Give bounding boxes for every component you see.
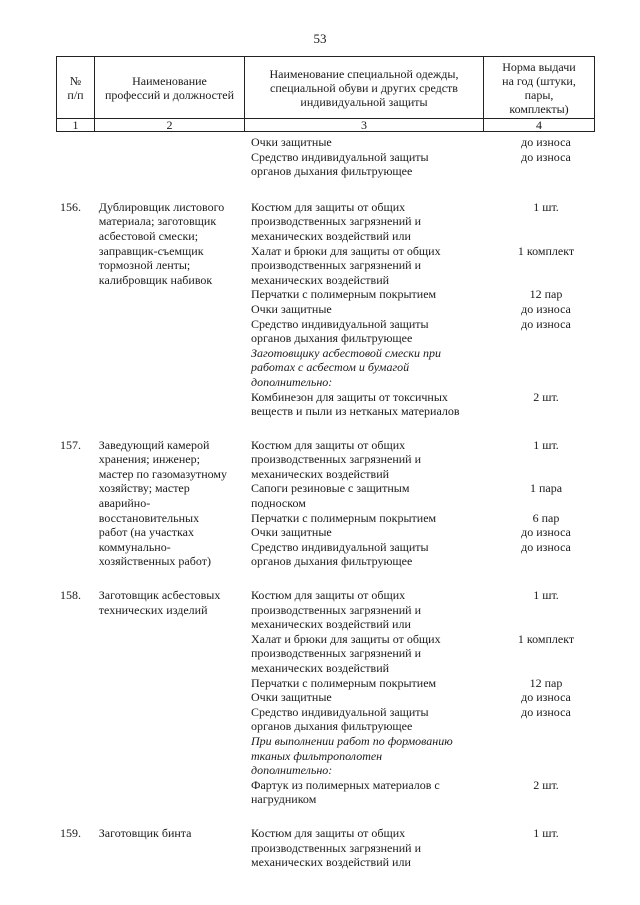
header-num-2: 2 bbox=[95, 119, 245, 132]
row-number: 159. bbox=[60, 825, 81, 840]
equipment-name-line: производственных загрязнений и bbox=[251, 602, 422, 617]
table-row bbox=[56, 826, 594, 870]
note-line: дополнительно: bbox=[251, 374, 333, 389]
profession-line: мастер по газомазутному bbox=[98, 466, 227, 481]
row-number: 158. bbox=[60, 588, 81, 603]
issue-norm: 1 пара bbox=[529, 481, 563, 496]
issue-norm: до износа bbox=[521, 316, 571, 331]
header-col-norm: Норма выдачи на год (штуки, пары, комплекты) bbox=[484, 57, 595, 119]
issue-norm: до износа bbox=[521, 539, 571, 554]
issue-norm: 6 пар bbox=[532, 510, 560, 525]
profession-line: хранения; инженер; bbox=[98, 452, 200, 467]
equipment-list bbox=[244, 826, 594, 870]
equipment-name-line: органов дыхания фильтрующее bbox=[251, 331, 413, 346]
note-line: При выполнении работ по формованию bbox=[251, 733, 453, 748]
equipment-name-line: веществ и пыли из нетканых материалов bbox=[251, 404, 460, 419]
equipment-item bbox=[244, 525, 594, 540]
issue-norm: до износа bbox=[521, 525, 571, 540]
equipment-name-line: Фартук из полимерных материалов с bbox=[251, 777, 440, 792]
equipment-name bbox=[244, 438, 498, 482]
equipment-list bbox=[244, 135, 594, 179]
profession-cell bbox=[98, 200, 244, 419]
equipment-name-line: Перчатки с полимерным покрытием bbox=[251, 287, 437, 302]
issue-norm: до износа bbox=[521, 301, 571, 316]
issue-norm: 12 пар bbox=[529, 675, 563, 690]
header-num-1: 1 bbox=[57, 119, 95, 132]
row-number: 156. bbox=[60, 199, 81, 214]
equipment-name-line: механических воздействий или bbox=[251, 855, 411, 870]
equipment-name bbox=[244, 287, 498, 302]
profession-cell bbox=[98, 135, 244, 179]
profession-line: хозяйственных работ) bbox=[98, 554, 211, 569]
equipment-item bbox=[244, 135, 594, 150]
profession-line: технических изделий bbox=[98, 602, 208, 617]
equipment-list bbox=[244, 438, 594, 569]
issue-norm: 2 шт. bbox=[533, 389, 559, 404]
table-body bbox=[56, 135, 594, 889]
equipment-item bbox=[244, 588, 594, 632]
profession-line: калибровщик набивок bbox=[98, 272, 213, 287]
equipment-name-line: Очки защитные bbox=[251, 135, 332, 149]
equipment-item bbox=[244, 438, 594, 482]
profession-line: хозяйству; мастер bbox=[98, 481, 190, 496]
profession-line: заправщик-съемщик bbox=[98, 243, 204, 258]
equipment-name-line: Средство индивидуальной защиты bbox=[251, 316, 429, 331]
equipment-name-line: Костюм для защиты от общих bbox=[251, 825, 406, 840]
equipment-name-line: Очки защитные bbox=[251, 301, 332, 316]
equipment-name-line: механических воздействий или bbox=[251, 617, 411, 632]
profession-line: асбестовой смески; bbox=[98, 228, 199, 243]
equipment-name-line: Перчатки с полимерным покрытием bbox=[251, 675, 437, 690]
equipment-name bbox=[244, 690, 498, 705]
profession-line: Заготовщик бинта bbox=[98, 825, 192, 840]
equipment-name-line: Костюм для защиты от общих bbox=[251, 588, 406, 603]
equipment-name-line: Средство индивидуальной защиты bbox=[251, 539, 429, 554]
equipment-name-line: Очки защитные bbox=[251, 690, 332, 705]
issue-norm: 1 комплект bbox=[517, 243, 575, 258]
issue-norm: 12 пар bbox=[529, 287, 563, 302]
equipment-name-line: производственных загрязнений и bbox=[251, 258, 422, 273]
equipment-name bbox=[244, 540, 498, 569]
equipment-name bbox=[244, 705, 498, 734]
issue-norm: до износа bbox=[521, 149, 571, 164]
equipment-name-line: производственных загрязнений и bbox=[251, 646, 422, 661]
equipment-item bbox=[244, 705, 594, 734]
profession-line: аварийно- bbox=[98, 496, 151, 511]
equipment-name-line: Сапоги резиновые с защитным bbox=[251, 481, 410, 496]
issue-norm: 1 шт. bbox=[533, 825, 559, 840]
equipment-name bbox=[244, 778, 498, 807]
header-col-equipment: Наименование специальной одежды, специальной обуви и других средств индивидуальной защиты bbox=[245, 57, 484, 119]
equipment-name-line: Средство индивидуальной защиты bbox=[251, 149, 429, 164]
profession-cell bbox=[98, 588, 244, 807]
profession-cell bbox=[98, 438, 244, 569]
equipment-name bbox=[244, 390, 498, 419]
equipment-item bbox=[244, 540, 594, 569]
row-number: 157. bbox=[60, 437, 81, 452]
equipment-name bbox=[244, 135, 498, 150]
equipment-name bbox=[244, 244, 498, 288]
equipment-name-line: производственных загрязнений и bbox=[251, 840, 422, 855]
table-row bbox=[56, 135, 594, 179]
equipment-name bbox=[244, 511, 498, 526]
equipment-item bbox=[244, 200, 594, 244]
equipment-name-line: нагрудником bbox=[251, 792, 317, 807]
equipment-item bbox=[244, 778, 594, 807]
note-line: работах с асбестом и бумагой bbox=[251, 360, 410, 375]
equipment-name-line: Халат и брюки для защиты от общих bbox=[251, 631, 441, 646]
equipment-name-line: Халат и брюки для защиты от общих bbox=[251, 243, 441, 258]
issue-norm: до износа bbox=[521, 135, 571, 149]
equipment-name-line: Перчатки с полимерным покрытием bbox=[251, 510, 437, 525]
equipment-name bbox=[244, 632, 498, 676]
issue-norm: 1 комплект bbox=[517, 631, 575, 646]
profession-cell bbox=[98, 826, 244, 870]
equipment-item bbox=[244, 244, 594, 288]
header-num-4: 4 bbox=[484, 119, 595, 132]
note-line: тканых фильтрополотен bbox=[251, 748, 383, 763]
table-row bbox=[56, 200, 594, 419]
equipment-name-line: органов дыхания фильтрующее bbox=[251, 554, 413, 569]
equipment-name-line: Средство индивидуальной защиты bbox=[251, 704, 429, 719]
equipment-name bbox=[244, 826, 498, 870]
note-line: Заготовщику асбестовой смески при bbox=[251, 345, 442, 360]
equipment-name-line: подноском bbox=[251, 496, 306, 511]
equipment-name bbox=[244, 676, 498, 691]
equipment-name bbox=[244, 525, 498, 540]
equipment-name bbox=[244, 481, 498, 510]
equipment-name-line: органов дыхания фильтрующее bbox=[251, 719, 413, 734]
issue-norm: 1 шт. bbox=[533, 199, 559, 214]
header-col-profession: Наименование профессий и должностей bbox=[95, 57, 245, 119]
equipment-name-line: производственных загрязнений и bbox=[251, 452, 422, 467]
equipment-name-line: производственных загрязнений и bbox=[251, 214, 422, 229]
profession-line: коммунально- bbox=[98, 539, 171, 554]
issue-norm: до износа bbox=[521, 690, 571, 705]
equipment-name-line: механических воздействий bbox=[251, 272, 390, 287]
equipment-name-line: Очки защитные bbox=[251, 525, 332, 540]
table-row bbox=[56, 438, 594, 569]
equipment-item bbox=[244, 826, 594, 870]
profession-line: Заготовщик асбестовых bbox=[98, 588, 221, 603]
equipment-name-line: Комбинезон для защиты от токсичных bbox=[251, 389, 448, 404]
equipment-name-line: Костюм для защиты от общих bbox=[251, 437, 406, 452]
equipment-name-line: органов дыхания фильтрующее bbox=[251, 164, 413, 179]
issue-norm: 1 шт. bbox=[533, 437, 559, 452]
equipment-item bbox=[244, 287, 594, 302]
issue-norm: до износа bbox=[521, 704, 571, 719]
note-line: дополнительно: bbox=[251, 763, 333, 778]
profession-line: восстановительных bbox=[98, 510, 200, 525]
profession-line: Заведующий камерой bbox=[98, 437, 210, 452]
equipment-list bbox=[244, 200, 594, 419]
equipment-name-line: механических воздействий bbox=[251, 661, 390, 675]
equipment-list bbox=[244, 588, 594, 807]
equipment-name bbox=[244, 302, 498, 317]
profession-line: Дублировщик листового bbox=[98, 199, 225, 214]
header-col-number: № п/п bbox=[57, 57, 95, 119]
equipment-item bbox=[244, 676, 594, 691]
equipment-name-line: механических воздействий bbox=[251, 466, 390, 481]
equipment-item bbox=[244, 481, 594, 510]
row-number bbox=[56, 135, 98, 179]
equipment-name-line: механических воздействий или bbox=[251, 228, 411, 243]
additional-note bbox=[244, 734, 498, 778]
equipment-name bbox=[244, 200, 498, 244]
table-header bbox=[56, 56, 595, 132]
profession-line: тормозной ленты; bbox=[98, 258, 191, 273]
profession-line: работ (на участках bbox=[98, 525, 194, 540]
equipment-item bbox=[244, 302, 594, 317]
header-num-3: 3 bbox=[245, 119, 484, 132]
issue-norm: 1 шт. bbox=[533, 588, 559, 603]
equipment-name bbox=[244, 150, 498, 179]
page-number: 53 bbox=[313, 31, 327, 46]
equipment-name bbox=[244, 588, 498, 632]
equipment-item bbox=[244, 390, 594, 419]
equipment-item bbox=[244, 317, 594, 346]
equipment-item bbox=[244, 632, 594, 676]
additional-note bbox=[244, 346, 498, 390]
equipment-item bbox=[244, 690, 594, 705]
equipment-item bbox=[244, 150, 594, 179]
equipment-item bbox=[244, 511, 594, 526]
equipment-name bbox=[244, 317, 498, 346]
table-row bbox=[56, 588, 594, 807]
profession-line: материала; заготовщик bbox=[98, 214, 217, 229]
equipment-name-line: Костюм для защиты от общих bbox=[251, 199, 406, 214]
issue-norm: 2 шт. bbox=[533, 777, 559, 792]
